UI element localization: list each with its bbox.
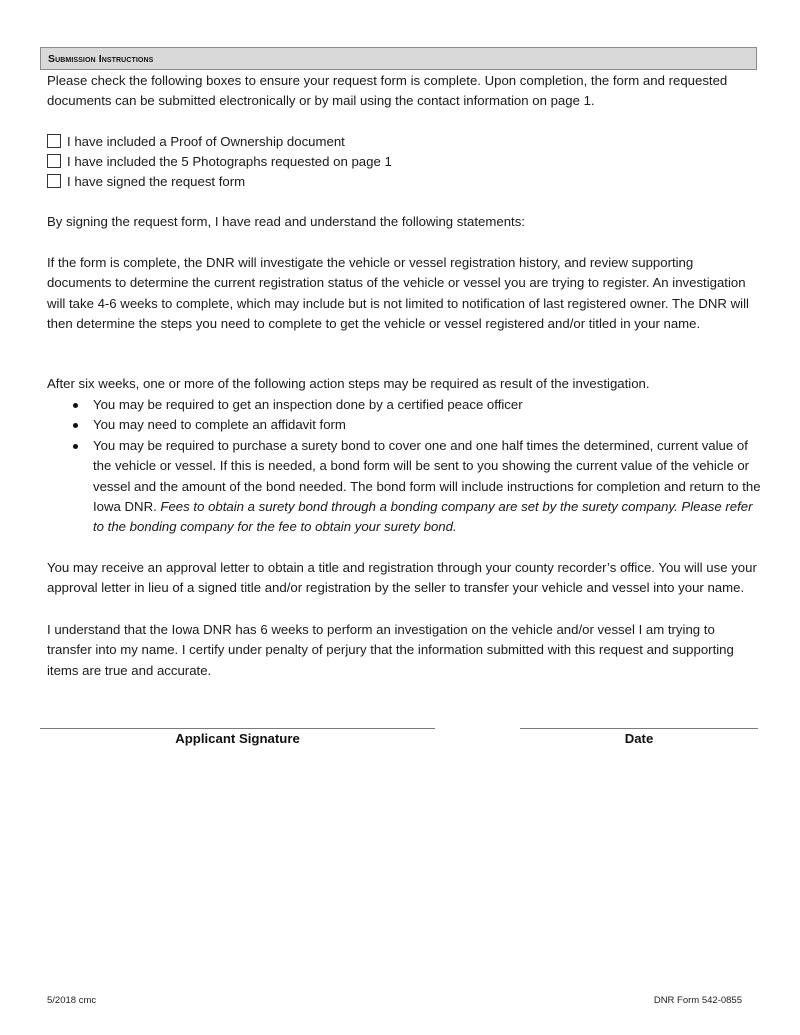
footer-form-number: DNR Form 542-0855 <box>653 995 742 1006</box>
checkbox[interactable] <box>47 154 61 168</box>
certification-paragraph: I understand that the Iowa DNR has 6 weeks to perform an investigation on the vehicle and/or vessel I am trying to transfer into my name. I certify under penalty of perjury that the information submitted with this request and supporting items are true and accurate. <box>47 622 734 678</box>
date-line[interactable] <box>520 728 758 729</box>
action-step-text: You may be required to get an inspection done by a certified peace officer <box>93 397 523 412</box>
section-title: Submission Instructions <box>48 53 154 65</box>
bullet-icon <box>73 423 78 428</box>
checklist-item-proof-of-ownership[interactable] <box>47 132 345 150</box>
applicant-signature-line[interactable] <box>40 728 435 729</box>
approval-paragraph: You may receive an approval letter to obtain a title and registration through your county recorder’s office. You will use your approval letter in lieu of a signed title and/or registration by the seller to transfer your vehicle and vessel into your name. <box>47 560 757 596</box>
statement-lead: By signing the request form, I have read and understand the following statements: <box>47 214 525 229</box>
action-step-text: You may be required to purchase a surety bond to cover one and one half times the determined, current value of the vehicle or vessel. If this is needed, a bond form will be sent to you showing the current value of the vehicle or vessel and the amount of the bond needed. The bond form will include instructions for completion and return to the Iowa DNR. <box>93 437 761 515</box>
date-label: Date <box>624 731 654 746</box>
action-step-text: You may need to complete an affidavit form <box>93 417 346 433</box>
checkbox[interactable] <box>47 134 61 148</box>
action-step-item <box>73 395 763 415</box>
checklist-item-signed-form[interactable] <box>47 172 245 190</box>
section-header <box>40 47 757 70</box>
intro-paragraph: Please check the following boxes to ensure your request form is complete. Upon completion, the form and requested documents can be submitted electronically or by mail using the contact information on page 1. <box>47 73 728 109</box>
checklist-item-photographs[interactable] <box>47 152 392 170</box>
checklist-label: I have included the 5 Photographs requested on page 1 <box>67 153 392 169</box>
investigation-paragraph: If the form is complete, the DNR will investigate the vehicle or vessel registration history, and review supporting documents to determine the current registration status of the vehicle or vessel you are trying to register. An investigation will take 4-6 weeks to complete, which may include but is not limited to notification of last registered owner. The DNR will then determine the steps you need to complete to get the vehicle or vessel registered and/or titled in your name. <box>47 255 749 332</box>
bullet-icon <box>73 403 78 408</box>
footer-revision: 5/2018 cmc <box>47 995 97 1006</box>
applicant-signature-label: Applicant Signature <box>175 731 300 746</box>
checkbox[interactable] <box>47 174 61 188</box>
bullet-icon <box>73 444 78 449</box>
action-step-note: Fees to obtain a surety bond through a bonding company are set by the surety company. Please refer to the bonding company for the fee to obtain your surety bond. <box>93 499 753 535</box>
checklist-label: I have signed the request form <box>67 173 246 189</box>
checklist-label: I have included a Proof of Ownership document <box>67 133 345 149</box>
action-steps-lead: After six weeks, one or more of the following action steps may be required as result of the investigation. <box>47 376 650 391</box>
action-step-item <box>73 436 763 538</box>
action-steps-list <box>73 395 763 538</box>
action-step-item <box>73 415 763 435</box>
